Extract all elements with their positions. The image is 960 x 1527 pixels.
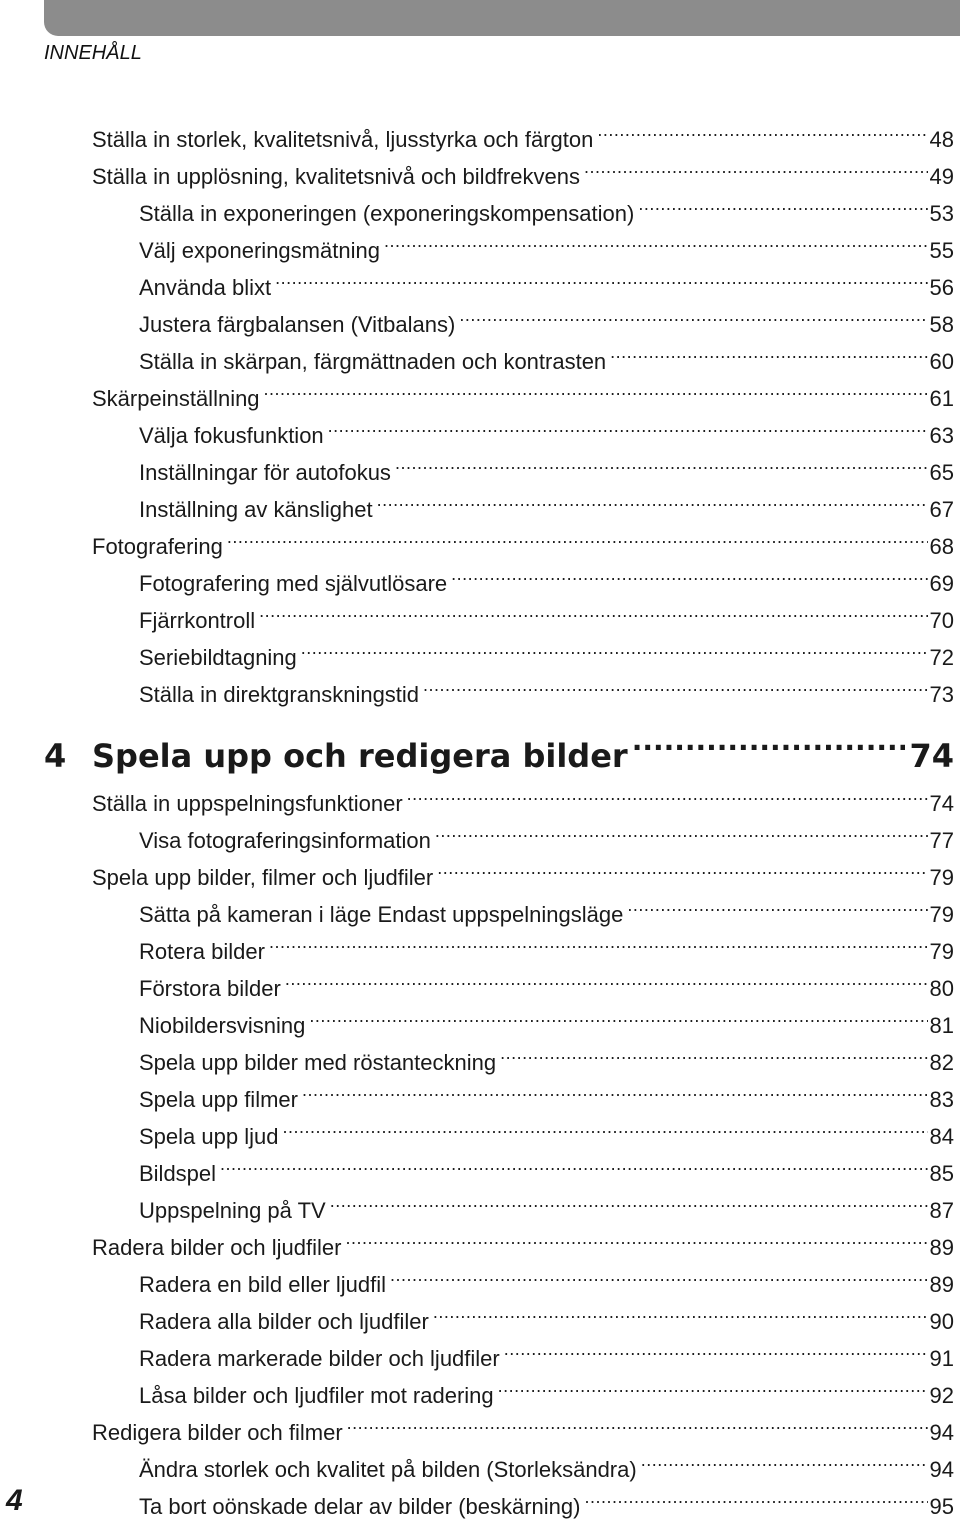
toc-entry-title: Ställa in uppspelningsfunktioner [92, 791, 403, 816]
toc-entry[interactable] [139, 1042, 954, 1077]
leader-dots [345, 1227, 927, 1255]
toc-entry-title: Inställningar för autofokus [139, 460, 391, 485]
toc-entry-title: Radera markerade bilder och ljudfiler [139, 1346, 500, 1371]
leader-dots [433, 1301, 928, 1329]
running-head: INNEHÅLL [44, 42, 142, 64]
toc-entry-title: Justera färgbalansen (Vitbalans) [139, 312, 456, 337]
toc-entry-title: Uppspelning på TV [139, 1198, 326, 1223]
toc-entry[interactable] [139, 267, 954, 302]
toc-entry-page: 69 [929, 571, 954, 596]
toc-entry-title: Ställa in exponeringen (exponeringskompensation) [139, 201, 635, 226]
toc-entry-title: Spela upp bilder, filmer och ljudfiler [92, 865, 434, 890]
toc-entry[interactable] [139, 1116, 954, 1151]
leader-dots [407, 783, 928, 811]
chapter-page: 74 [909, 737, 954, 775]
toc-entry[interactable] [139, 415, 954, 450]
toc-entry[interactable] [92, 119, 954, 154]
toc-entry-page: 81 [929, 1013, 954, 1038]
leader-dots [390, 1264, 927, 1292]
toc-entry-title: Sätta på kameran i läge Endast uppspelningsläge [139, 902, 624, 927]
toc-entry-page: 79 [929, 902, 954, 927]
toc-entry-title: Ta bort oönskade delar av bilder (beskärning) [139, 1494, 581, 1519]
leader-dots [264, 378, 928, 406]
toc-entry-page: 68 [929, 534, 954, 559]
leader-dots [451, 563, 927, 591]
toc-entry-title: Välja fokusfunktion [139, 423, 324, 448]
leader-dots [423, 674, 927, 702]
toc-entry-page: 48 [929, 127, 954, 152]
leader-dots [328, 415, 928, 443]
toc-entry-page: 67 [929, 497, 954, 522]
toc-entry-page: 82 [929, 1050, 954, 1075]
toc-entry[interactable] [139, 894, 954, 929]
toc-entry-page: 90 [929, 1309, 954, 1334]
leader-dots [269, 931, 928, 959]
toc-entry-title: Inställning av känslighet [139, 497, 373, 522]
toc-entry-page: 63 [929, 423, 954, 448]
toc-entry-page: 89 [929, 1235, 954, 1260]
leader-dots [584, 156, 928, 184]
toc-entry-title: Spela upp filmer [139, 1087, 298, 1112]
leader-dots [597, 119, 927, 147]
toc-entry-page: 84 [929, 1124, 954, 1149]
toc-entry-page: 94 [929, 1457, 954, 1482]
toc-entry-title: Bildspel [139, 1161, 217, 1186]
toc-entry[interactable] [139, 1301, 954, 1336]
leader-dots [347, 1412, 928, 1440]
chapter-number: 4 [44, 737, 67, 775]
toc-entry-page: 85 [929, 1161, 954, 1186]
leader-dots [302, 1079, 928, 1107]
toc-entry-page: 77 [929, 828, 954, 853]
toc-entry-page: 56 [929, 275, 954, 300]
toc-entry-title: Ställa in skärpan, färgmättnaden och kontrasten [139, 349, 607, 374]
leader-dots [384, 230, 928, 258]
toc-entry[interactable] [139, 304, 954, 339]
toc-entry-title: Radera bilder och ljudfiler [92, 1235, 342, 1260]
toc-entry-title: Låsa bilder och ljudfiler mot radering [139, 1383, 494, 1408]
toc-entry-title: Förstora bilder [139, 976, 281, 1001]
toc-entry[interactable] [92, 378, 954, 413]
toc-entry-page: 95 [929, 1494, 954, 1519]
toc-entry-title: Ställa in upplösning, kvalitetsnivå och bildfrekvens [92, 164, 580, 189]
leader-dots [504, 1338, 928, 1366]
toc-entry-page: 49 [929, 164, 954, 189]
toc-entry-page: 60 [929, 349, 954, 374]
toc-entry[interactable] [92, 783, 954, 818]
leader-dots [309, 1005, 927, 1033]
toc-entry[interactable] [139, 820, 954, 855]
toc-entry-title: Niobildersvisning [139, 1013, 306, 1038]
toc-entry[interactable] [139, 1264, 954, 1299]
toc-entry-page: 89 [929, 1272, 954, 1297]
chapter-heading[interactable] [44, 727, 954, 776]
toc-entry[interactable] [139, 1005, 954, 1040]
leader-dots [395, 452, 928, 480]
toc-entry-page: 73 [929, 682, 954, 707]
leader-dots [498, 1375, 928, 1403]
leader-dots [627, 894, 927, 922]
toc-entry-page: 65 [929, 460, 954, 485]
toc-entry[interactable] [139, 341, 954, 376]
toc-entry[interactable] [92, 526, 954, 561]
toc-entry[interactable] [139, 1338, 954, 1373]
toc-entry[interactable] [139, 1449, 954, 1484]
toc-entry-page: 91 [929, 1346, 954, 1371]
toc-entry-page: 53 [929, 201, 954, 226]
toc-entry-title: Använda blixt [139, 275, 272, 300]
toc-entry-title: Skärpeinställning [92, 386, 260, 411]
leader-dots [437, 857, 927, 885]
leader-dots [641, 1449, 928, 1477]
toc-entry[interactable] [139, 489, 954, 524]
toc-entry[interactable] [139, 1153, 954, 1188]
toc-entry[interactable] [139, 452, 954, 487]
toc-entry-title: Redigera bilder och filmer [92, 1420, 343, 1445]
toc-entry-title: Radera en bild eller ljudfil [139, 1272, 387, 1297]
chapter-title: Spela upp och redigera bilder [92, 737, 628, 775]
toc-entry-page: 79 [929, 865, 954, 890]
toc-entry-page: 87 [929, 1198, 954, 1223]
toc-entry-title: Ställa in storlek, kvalitetsnivå, ljusstyrka och färgton [92, 127, 594, 152]
toc-entry-title: Ställa in direktgranskningstid [139, 682, 420, 707]
leader-dots [500, 1042, 927, 1070]
toc-entry-title: Spela upp bilder med röstanteckning [139, 1050, 497, 1075]
toc-entry[interactable] [139, 931, 954, 966]
header-bar [44, 0, 960, 36]
leader-dots [285, 968, 928, 996]
toc-entry[interactable] [139, 1486, 954, 1521]
toc-entry-title: Ändra storlek och kvalitet på bilden (Storleksändra) [139, 1457, 637, 1482]
toc-entry-page: 79 [929, 939, 954, 964]
page-number: 4 [6, 1484, 23, 1517]
toc-entry-title: Rotera bilder [139, 939, 265, 964]
toc-entry-page: 74 [929, 791, 954, 816]
toc-entry[interactable] [139, 674, 954, 709]
toc-entry-page: 55 [929, 238, 954, 263]
toc-entry-title: Fotografering [92, 534, 223, 559]
leader-dots [330, 1190, 928, 1218]
leader-dots [377, 489, 928, 517]
toc-entry-title: Fotografering med självutlösare [139, 571, 448, 596]
toc-entry[interactable] [139, 563, 954, 598]
leader-dots [459, 304, 927, 332]
toc-entry-title: Radera alla bilder och ljudfiler [139, 1309, 429, 1334]
toc-entry-page: 72 [929, 645, 954, 670]
toc-entry[interactable] [92, 156, 954, 191]
toc-entry[interactable] [139, 193, 954, 228]
toc-entry-title: Spela upp ljud [139, 1124, 279, 1149]
leader-dots [610, 341, 927, 369]
toc-entry-page: 70 [929, 608, 954, 633]
leader-dots [632, 727, 906, 767]
toc-entry[interactable] [92, 857, 954, 892]
leader-dots [275, 267, 927, 295]
toc-entry[interactable] [92, 1227, 954, 1262]
toc-entry[interactable] [139, 637, 954, 672]
toc-entry-page: 83 [929, 1087, 954, 1112]
toc-entry[interactable] [139, 230, 954, 265]
leader-dots [584, 1486, 927, 1514]
leader-dots [638, 193, 927, 221]
toc-entry-page: 80 [929, 976, 954, 1001]
toc-entry-page: 94 [929, 1420, 954, 1445]
toc-entry[interactable] [92, 1412, 954, 1447]
leader-dots [220, 1153, 927, 1181]
toc-entry-title: Visa fotograferingsinformation [139, 828, 431, 853]
leader-dots [282, 1116, 927, 1144]
toc-entry[interactable] [139, 1190, 954, 1225]
toc-entry-page: 92 [929, 1383, 954, 1408]
toc-entry[interactable] [139, 1079, 954, 1114]
leader-dots [301, 637, 928, 665]
toc-entry[interactable] [139, 1375, 954, 1410]
toc-entry-title: Välj exponeringsmätning [139, 238, 380, 263]
leader-dots [435, 820, 928, 848]
toc-entry[interactable] [139, 968, 954, 1003]
toc-entry-title: Fjärrkontroll [139, 608, 256, 633]
toc-entry-page: 58 [929, 312, 954, 337]
toc-entry-page: 61 [929, 386, 954, 411]
leader-dots [259, 600, 927, 628]
toc-entry[interactable] [139, 600, 954, 635]
toc-entry-title: Seriebildtagning [139, 645, 297, 670]
leader-dots [227, 526, 928, 554]
